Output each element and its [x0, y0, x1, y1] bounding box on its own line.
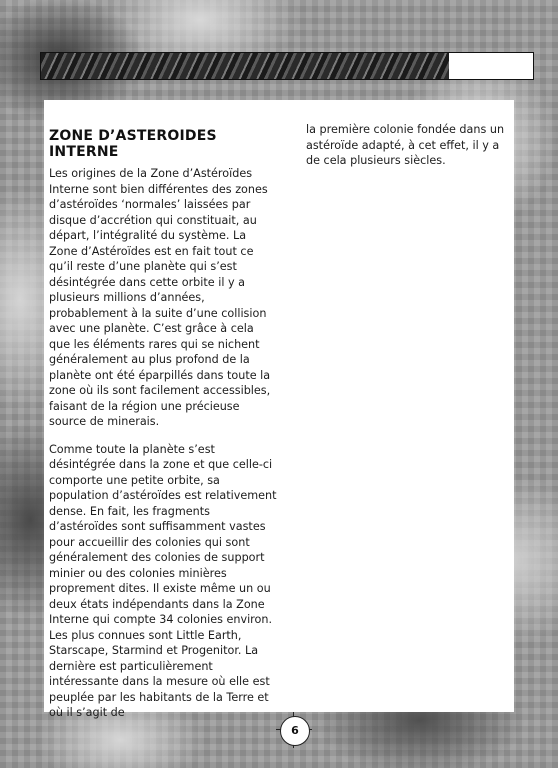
header-banner [40, 52, 534, 80]
paragraph-continued: la première colonie fondée dans un astéroïde adapté, à cet effet, il y a de cela plusieurs siècles. [306, 123, 505, 167]
right-column [306, 122, 514, 181]
paragraph-1: Les origines de la Zone d’Astéroïdes Interne sont bien différentes des zones d’astéroïdes ‘normales’ laissées par disque d’accrétion qui constituait, au départ, l’intégralité du système. La Zone d’Astéroïdes est en fait tout ce qu’il reste d’une planète qui s’est désintégrée dans cette orbite il y a plusieurs millions d’années, probablement à la suite d’une collision avec une planète. C’est grâce à cela que les éléments rares qui se nichent généralement au plus profond de la planète ont été éparpillés dans toute la zone où ils sont facilement accessibles, faisant de la région une précieuse source de minerais. [49, 167, 271, 428]
left-column [49, 128, 277, 733]
section-heading: ZONE D’ASTEROIDES INTERNE [49, 128, 217, 160]
text-panel [44, 100, 514, 719]
banner-white-block [449, 53, 533, 79]
paragraph-2: Comme toute la planète s’est désintégrée dans la zone et que celle-ci comporte une petite orbite, sa population d’astéroïdes est relativement dense. En fait, les fragments d’astéroïdes sont suffisamment vastes pour accueillir des colonies qui sont généralement des colonies de support minier ou des colonies minières proprement dites. Il existe même un ou deux états indépendants dans la Zone Interne qui compte 34 colonies environ. Les plus connues sont Little Earth, Starscape, Starmind et Progenitor. La dernière est particulièrement intéressante dans la mesure où elle est peuplée par les habitants de la Terre et où il s’agit de [49, 442, 277, 719]
page-number-marker [276, 712, 312, 748]
page-number: 6 [280, 716, 310, 746]
